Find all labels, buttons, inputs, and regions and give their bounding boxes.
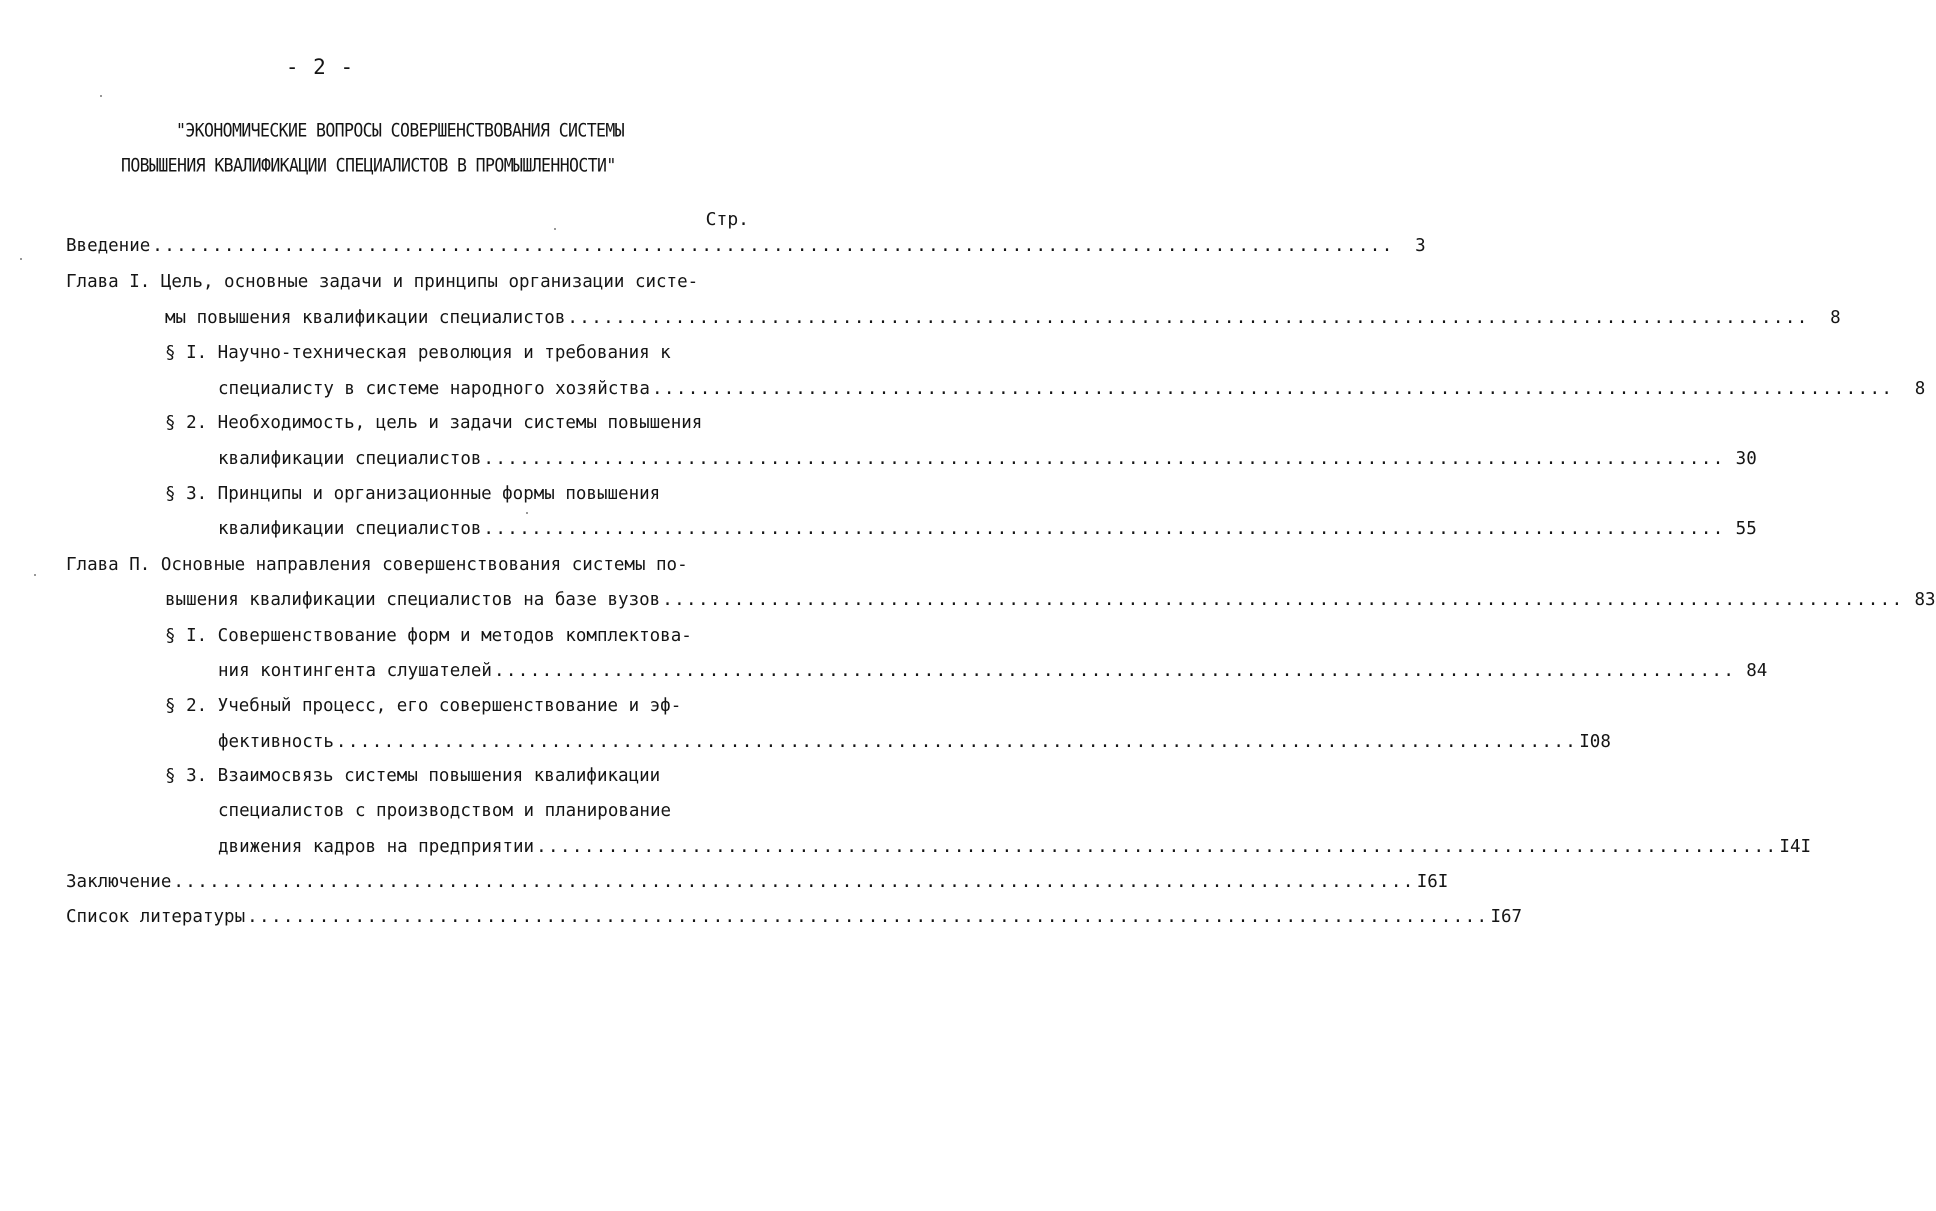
scan-speck: [526, 512, 528, 514]
page-number: - 2 -: [285, 55, 355, 79]
toc-ch1-section-3: [218, 517, 1757, 541]
scan-speck: [34, 574, 36, 576]
toc-ch1-section-3-line-1: § 3. Принципы и организационные формы повышения: [165, 484, 661, 504]
toc-leader-dots: ........................................................................................................: [483, 449, 1725, 469]
toc-chapter-2: [165, 588, 1936, 612]
toc-ch2-section-3-line-2: специалистов с производством и планирование: [218, 801, 672, 821]
toc-leader-dots: ........................................................................................................: [493, 661, 1736, 681]
toc-entry-page: 84: [1746, 661, 1768, 681]
toc-ch2-section-1: [218, 659, 1768, 683]
toc-entry-label: мы повышения квалификации специалистов: [165, 308, 566, 328]
toc-entry-label: движения кадров на предприятии: [218, 837, 535, 857]
toc-leader-dots: ........................................................................................................: [173, 872, 1415, 892]
toc-leader-dots: ........................................................................................................: [662, 590, 1904, 610]
toc-ch1-section-1: [218, 377, 1926, 401]
toc-entry-references: [66, 905, 1523, 929]
toc-ch2-section-3-line-1: § 3. Взаимосвязь системы повышения квалификации: [165, 766, 661, 786]
document-title-line-1: "ЭКОНОМИЧЕСКИЕ ВОПРОСЫ СОВЕРШЕНСТВОВАНИЯ СИСТЕМЫ: [176, 119, 625, 142]
toc-entry-label: фективность: [218, 732, 334, 752]
document-title-line-2: ПОВЫШЕНИЯ КВАЛИФИКАЦИИ СПЕЦИАЛИСТОВ В ПРОМЫШЛЕННОСТИ": [121, 154, 616, 177]
toc-chapter-1-line-1: Глава I. Цель, основные задачи и принципы организации систе-: [66, 272, 699, 292]
page-column-header: Стр.: [705, 209, 749, 230]
toc-leader-dots: ........................................................................................................: [651, 379, 1894, 399]
toc-ch2-section-2: [218, 730, 1611, 754]
toc-entry-conclusion: [66, 870, 1449, 894]
toc-entry-page: I4I: [1779, 837, 1812, 857]
toc-entry-page: 55: [1735, 519, 1757, 539]
toc-leader-dots: ........................................................................................................: [536, 837, 1778, 857]
toc-entry-page: I6I: [1416, 872, 1449, 892]
toc-entry-label: вышения квалификации специалистов на базе вузов: [165, 590, 661, 610]
toc-entry-label: квалификации специалистов: [218, 519, 482, 539]
toc-entry-label: специалисту в системе народного хозяйства: [218, 379, 650, 399]
toc-entry-label: Заключение: [66, 872, 172, 892]
scan-speck: [20, 258, 22, 260]
toc-entry-page: I08: [1579, 732, 1611, 752]
toc-ch2-section-1-line-1: § I. Совершенствование форм и методов комплектова-: [165, 626, 692, 646]
toc-leader-dots: ........................................................................................................: [483, 519, 1725, 539]
toc-ch1-section-1-line-1: § I. Научно-техническая революция и требования к: [165, 343, 671, 363]
toc-leader-dots: ........................................................................................................: [567, 308, 1809, 328]
toc-ch1-section-2: [218, 447, 1757, 471]
toc-ch1-section-2-line-1: § 2. Необходимость, цель и задачи системы повышения: [165, 413, 703, 433]
scan-speck: [554, 228, 556, 230]
toc-entry-page: 83: [1914, 590, 1936, 610]
toc-entry-introduction: [66, 234, 1426, 258]
toc-entry-page: 8: [1830, 308, 1841, 328]
toc-leader-dots: ........................................................................................................: [152, 236, 1394, 256]
toc-chapter-2-line-1: Глава П. Основные направления совершенствования системы по-: [66, 555, 688, 575]
toc-leader-dots: ........................................................................................................: [247, 907, 1489, 927]
toc-entry-page: 8: [1914, 379, 1926, 399]
toc-entry-label: ния контингента слушателей: [218, 661, 492, 681]
scan-speck: [100, 95, 102, 97]
toc-entry-label: квалификации специалистов: [218, 449, 482, 469]
toc-entry-page: I67: [1490, 907, 1523, 927]
toc-entry-page: 3: [1415, 236, 1426, 256]
toc-leader-dots: ........................................................................................................: [335, 732, 1578, 752]
toc-entry-page: 30: [1735, 449, 1757, 469]
toc-chapter-1: [165, 306, 1841, 330]
toc-entry-label: Введение: [66, 236, 151, 256]
toc-ch2-section-2-line-1: § 2. Учебный процесс, его совершенствование и эф-: [165, 696, 682, 716]
toc-ch2-section-3: [218, 835, 1812, 859]
toc-entry-label: Список литературы: [66, 907, 246, 927]
